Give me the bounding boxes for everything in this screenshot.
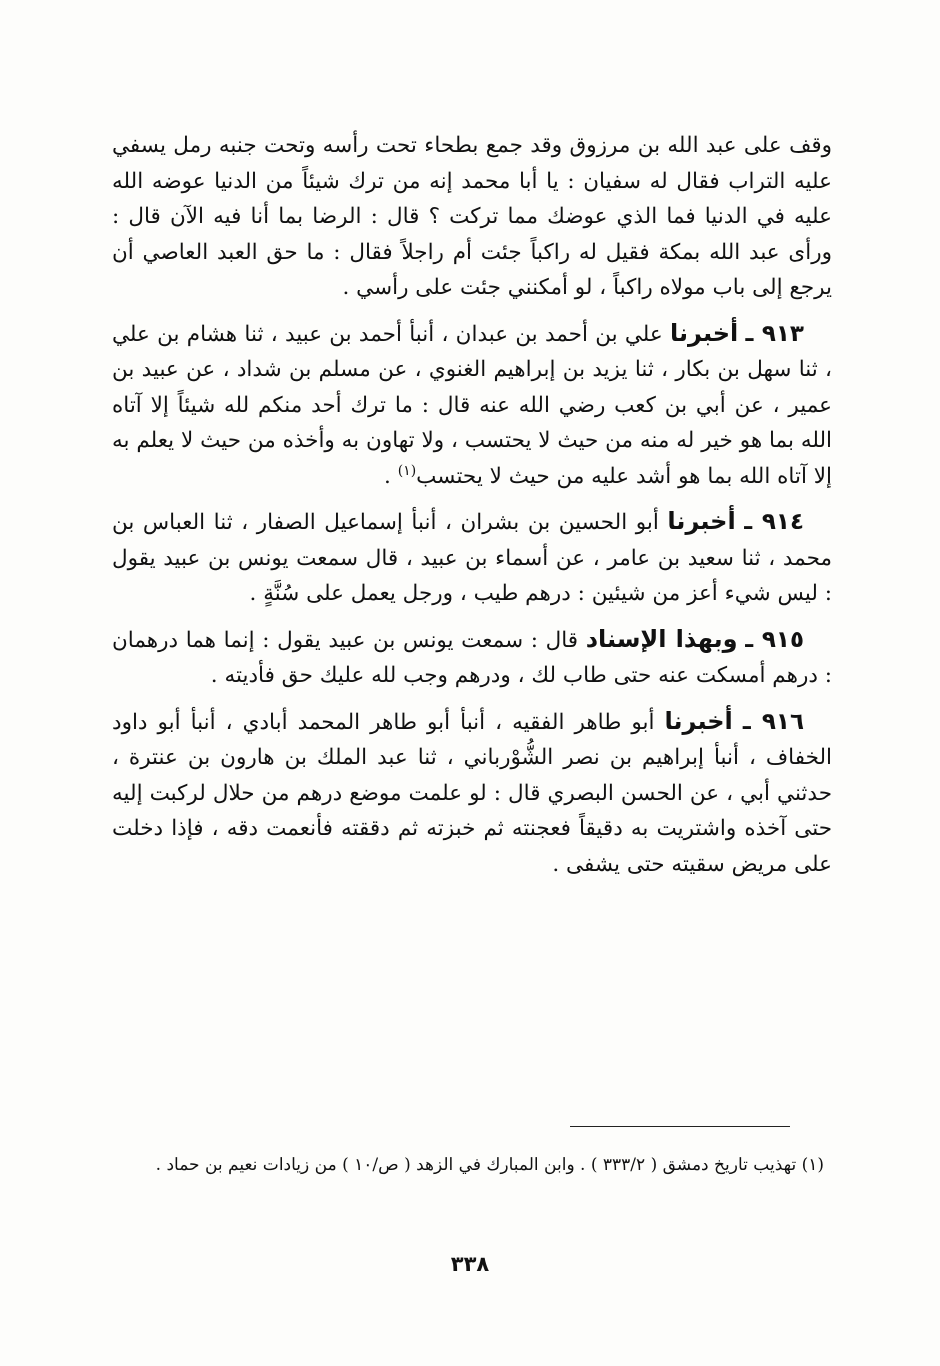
hadith-text: علي بن أحمد بن عبدان ، أنبأ أحمد بن عبيد ، ثنا هشام بن علي ، ثنا سهل بن بكار ، ثنا يزيد بن إبراهيم الغنوي ، عن مسلم بن شداد ، عن عبيد بن عمير ، عن أبي بن كعب رضي الله عنه قال : ما ترك أحد منكم لله شيئاً إلا آتاه الله بما هو خير له منه من حيث لا يحتسب ، ولا تهاون به وأخذه من حيث لا يعلم به إلا آتاه الله بما هو أشد عليه من حيث لا يحتسب [112,321,832,489]
hadith-916 [112,704,832,883]
continuation-paragraph [112,128,832,306]
hadith-913 [112,316,832,495]
hadith-tail: . [384,463,398,489]
hadith-keyword: أخبرنا [667,507,736,535]
hadith-number: ٩١٣ ـ [745,320,804,347]
hadith-number: ٩١٦ ـ [742,708,805,735]
paragraph-text: وقف على عبد الله بن مرزوق وقد جمع بطحاء تحت رأسه وتحت جنبه رمل يسفي عليه التراب فقال له سفيان : يا أبا محمد إنه من ترك شيئاً من الدنيا عوضه الله عليه في الدنيا فما الذي عوضك مما تركت ؟ قال : الرضا بما أنا فيه الآن قال : ورأى عبد الله بمكة فقيل له راكباً جئت أم راجلاً فقال : ما حق العبد العاصي أن يرجع إلى باب مولاه راكباً ، لو أمكنني جئت على رأسي . [112,133,832,300]
page-number: ٣٣٨ [450,1252,490,1276]
footnote-text: (١) تهذيب تاريخ دمشق ( ٣٣٣/٢ ) . وابن المبارك في الزهد ( ص/١٠ ) من زيادات نعيم بن حماد . [155,1155,824,1175]
hadith-text: أبو الحسين بن بشران ، أنبأ إسماعيل الصفار ، ثنا العباس بن محمد ، ثنا سعيد بن عامر ، عن أسماء بن عبيد ، قال سمعت يونس بن عبيد يقول : ليس شيء أعز من شيئين : درهم طيب ، ورجل يعمل على سُنَّةٍ . [112,510,832,606]
footnote-reference[interactable]: (١) [397,462,417,479]
hadith-number: ٩١٥ ـ [745,626,804,653]
hadith-914 [112,504,832,612]
hadith-number: ٩١٤ ـ [744,509,805,535]
main-text [112,128,832,892]
footnote-divider [570,1126,790,1127]
hadith-915 [112,622,832,694]
hadith-text: قال : سمعت يونس بن عبيد يقول : إنما هما درهمان : درهم أمسكت عنه حتى طاب لك ، ودرهم وجب لله عليك حق فأديته . [112,627,832,688]
hadith-keyword: أخبرنا [669,318,739,347]
hadith-text: أبو طاهر الفقيه ، أنبأ أبو طاهر المحمد أبادي ، أنبأ أبو داود الخفاف ، أنبأ إبراهيم بن نصر الشُّوْرباني ، ثنا عبد الملك بن هارون بن عنترة ، حدثني أبي ، عن الحسن البصري قال : لو علمت موضع درهم من حلال لركبت إليه حتى آخذه واشتريت به دقيقاً فعجنته ثم خبزته ثم دققته فأنعمت دقه ، فإذا دخلت على مريض سقيته حتى يشفى . [112,709,832,877]
footnote [104,1150,824,1181]
hadith-keyword: أخبرنا [664,706,733,735]
hadith-keyword: وبهذا الإسناد [585,624,738,653]
